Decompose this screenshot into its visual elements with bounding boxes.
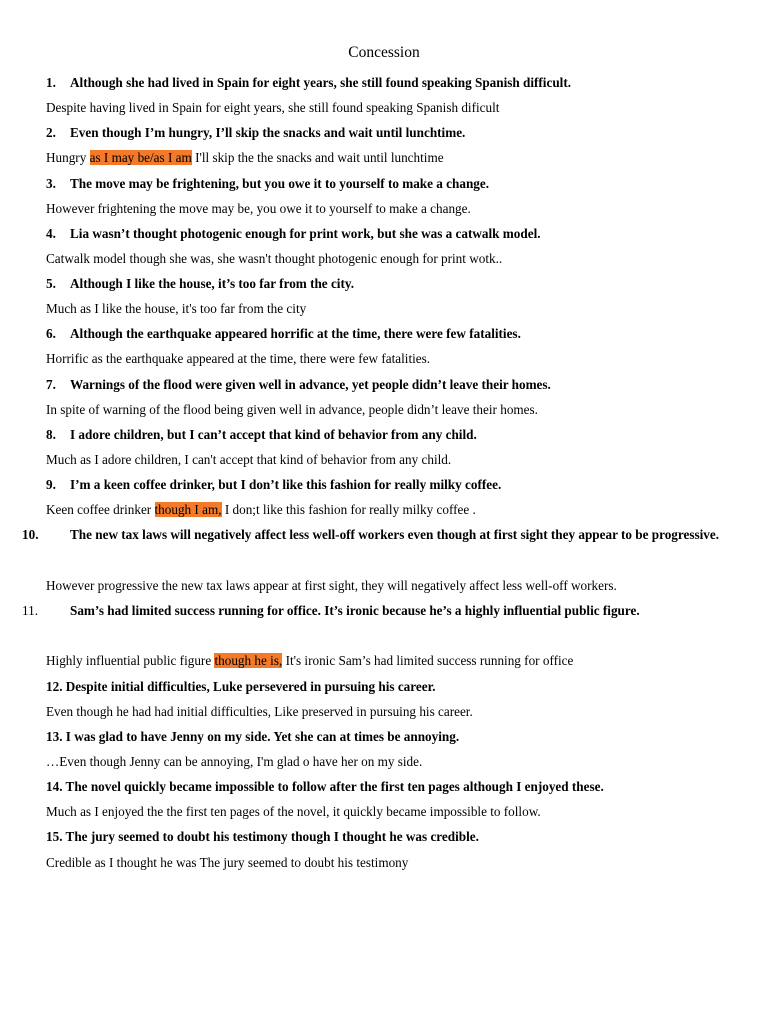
- answer-14: Much as I enjoyed the the first ten pages of the novel, it quickly became impossible to follow.: [46, 804, 541, 819]
- question-text: Although she had lived in Spain for eight years, she still found speaking Spanish difficult.: [70, 75, 572, 90]
- question-number: 7.: [46, 377, 56, 392]
- question-number: 14.: [46, 779, 63, 794]
- question-number: 9.: [46, 477, 56, 492]
- answer-text-pre: Hungry: [46, 150, 90, 165]
- question-4: [46, 221, 736, 246]
- answer-6: Horrific as the earthquake appeared at the time, there were few fatalities.: [46, 351, 431, 366]
- question-number: 11.: [22, 603, 38, 618]
- question-text: The novel quickly became impossible to follow after the first ten pages although I enjoyed these.: [65, 779, 604, 794]
- answer-2: [46, 145, 746, 170]
- question-5: [46, 271, 736, 296]
- answer-highlight: though I am,: [154, 502, 222, 517]
- question-number: 3.: [46, 176, 56, 191]
- answer-8: Much as I adore children, I can't accept that kind of behavior from any child.: [46, 452, 452, 467]
- answer-12: Even though he had had initial difficulties, Like preserved in pursuing his career.: [46, 704, 473, 719]
- question-14: [46, 774, 736, 799]
- question-text: I adore children, but I can’t accept that kind of behavior from any child.: [70, 427, 477, 442]
- question-11: [22, 598, 746, 623]
- answer-3: However frightening the move may be, you owe it to yourself to make a change.: [46, 201, 471, 216]
- question-9: [46, 472, 736, 497]
- answer-10: However progressive the new tax laws appear at first sight, they will negatively affect less well-off workers.: [46, 578, 617, 593]
- answer-9: [46, 497, 746, 522]
- question-10: [22, 522, 746, 547]
- question-number: 10.: [22, 527, 39, 542]
- question-text: The new tax laws will negatively affect less well-off workers even though at first sight they appear to be progressive.: [70, 527, 720, 542]
- question-number: 8.: [46, 427, 56, 442]
- question-1: [46, 70, 736, 95]
- question-number: 15.: [46, 829, 63, 844]
- question-text: Warnings of the flood were given well in advance, yet people didn’t leave their homes.: [70, 377, 551, 392]
- question-15: [46, 824, 736, 849]
- question-text: Lia wasn’t thought photogenic enough for print work, but she was a catwalk model.: [70, 226, 541, 241]
- question-text: The jury seemed to doubt his testimony though I thought he was credible.: [65, 829, 479, 844]
- answer-1: Despite having lived in Spain for eight years, she still found speaking Spanish dificult: [46, 100, 500, 115]
- question-number: 13.: [46, 729, 63, 744]
- answer-11: [46, 648, 746, 673]
- answer-5: Much as I like the house, it's too far from the city: [46, 301, 307, 316]
- answer-text-post: I don;t like this fashion for really milky coffee .: [221, 502, 476, 517]
- answer-text-pre: Highly influential public figure: [46, 653, 215, 668]
- answer-text-post: It's ironic Sam’s had limited success running for office: [282, 653, 574, 668]
- question-7: [46, 372, 736, 397]
- answer-text-pre: Keen coffee drinker: [46, 502, 155, 517]
- question-8: [46, 422, 736, 447]
- answer-text-post: I'll skip the the snacks and wait until lunchtime: [191, 150, 444, 165]
- question-text: Sam’s had limited success running for office. It’s ironic because he’s a highly influential public figure.: [70, 603, 640, 618]
- question-6: [46, 321, 736, 346]
- question-13: [46, 724, 736, 749]
- question-number: 1.: [46, 75, 56, 90]
- answer-highlight: though he is,: [214, 653, 283, 668]
- answer-13: …Even though Jenny can be annoying, I'm glad o have her on my side.: [46, 754, 423, 769]
- question-text: Despite initial difficulties, Luke persevered in pursuing his career.: [65, 679, 436, 694]
- answer-highlight: as I may be/as I am: [89, 150, 192, 165]
- question-12: [46, 674, 736, 699]
- question-3: [46, 171, 736, 196]
- answer-7: In spite of warning of the flood being given well in advance, people didn’t leave their homes.: [46, 402, 538, 417]
- question-number: 12.: [46, 679, 63, 694]
- question-text: Although the earthquake appeared horrific at the time, there were few fatalities.: [70, 326, 521, 341]
- question-text: Although I like the house, it’s too far from the city.: [70, 276, 355, 291]
- question-2: [46, 120, 736, 145]
- question-text: The move may be frightening, but you owe it to yourself to make a change.: [70, 176, 490, 191]
- question-number: 4.: [46, 226, 56, 241]
- question-text: Even though I’m hungry, I’ll skip the snacks and wait until lunchtime.: [70, 125, 466, 140]
- answer-15: Credible as I thought he was The jury seemed to doubt his testimony: [46, 855, 409, 870]
- question-number: 2.: [46, 125, 56, 140]
- question-text: I’m a keen coffee drinker, but I don’t like this fashion for really milky coffee.: [70, 477, 502, 492]
- question-text: I was glad to have Jenny on my side. Yet she can at times be annoying.: [65, 729, 460, 744]
- question-number: 5.: [46, 276, 56, 291]
- answer-4: Catwalk model though she was, she wasn't thought photogenic enough for print wotk..: [46, 251, 503, 266]
- page-title: Concession: [348, 44, 420, 61]
- question-number: 6.: [46, 326, 56, 341]
